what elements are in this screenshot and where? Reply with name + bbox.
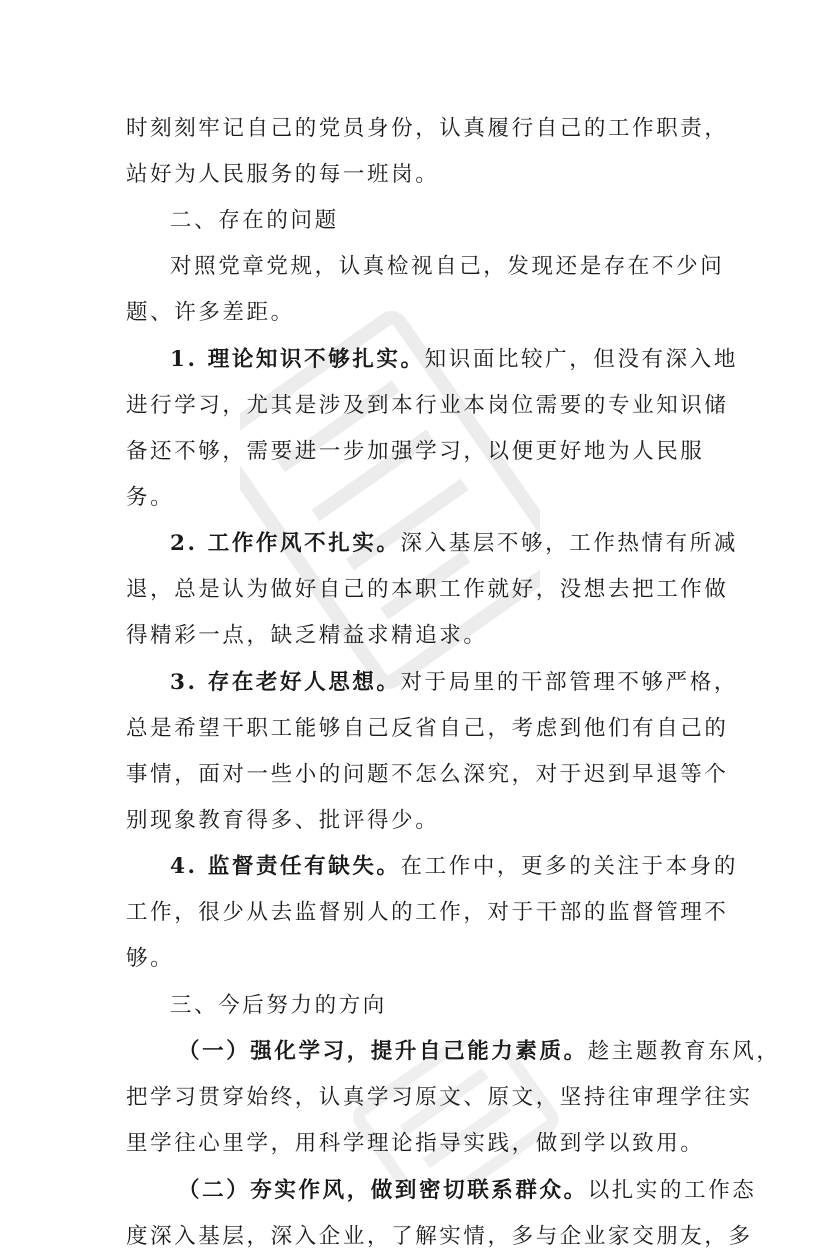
list-item-title: 4. 监督责任有缺失。 — [170, 854, 401, 879]
list-item-first-line — [170, 342, 738, 373]
paragraph-line: 得精彩一点，缺乏精益求精追求。 — [126, 623, 488, 648]
list-item-text: 对于局里的干部管理不够严格， — [400, 670, 738, 695]
paragraph-line: 对照党章党规，认真检视自己，发现还是存在不少问 — [170, 254, 725, 279]
paragraph-line: 站好为人民服务的每一班岗。 — [126, 162, 440, 187]
list-item-first-line — [170, 849, 738, 880]
paragraph-line: 里学往心里学，用科学理论指导实践，做到学以致用。 — [126, 1131, 705, 1156]
list-item-title: （一）强化学习，提升自己能力素质。 — [178, 1039, 588, 1064]
paragraph-line: 题、许多差距。 — [126, 300, 295, 325]
list-item-text: 以扎实的工作态 — [587, 1178, 757, 1203]
paragraph-line: 务。 — [126, 485, 175, 510]
section-heading: 二、存在的问题 — [170, 208, 339, 233]
list-item-first-line — [170, 526, 738, 557]
paragraph-line: 备还不够，需要进一步加强学习，以便更好地为人民服 — [126, 439, 705, 464]
list-item-title: （二）夯实作风，做到密切联系群众。 — [178, 1178, 588, 1203]
paragraph-line: 工作，很少从去监督别人的工作，对于干部的监督管理不 — [126, 900, 729, 925]
paragraph-line: 时刻刻牢记自己的党员身份，认真履行自己的工作职责， — [126, 116, 729, 141]
list-item-title: 3. 存在老好人思想。 — [170, 670, 401, 695]
paragraph-line: 别现象教育得多、批评得少。 — [126, 808, 440, 833]
list-item-title: 2. 工作作风不扎实。 — [170, 531, 401, 556]
list-item-text: 知识面比较广，但没有深入地 — [424, 347, 738, 372]
list-item-first-line — [178, 1173, 756, 1204]
paragraph-line: 度深入基层，深入企业，了解实情，多与企业家交朋友，多 — [126, 1224, 753, 1249]
paragraph-line: 事情，面对一些小的问题不怎么深究，对于迟到早退等个 — [126, 762, 729, 787]
paragraph-line: 总是希望干职工能够自己反省自己，考虑到他们有自己的 — [126, 716, 729, 741]
list-item-first-line — [178, 1034, 781, 1065]
list-item-text: 趁主题教育东风， — [587, 1039, 781, 1064]
paragraph-line: 够。 — [126, 946, 175, 971]
list-item-first-line — [170, 665, 738, 696]
list-item-text: 深入基层不够，工作热情有所减 — [400, 531, 738, 556]
paragraph-line: 退，总是认为做好自己的本职工作就好，没想去把工作做 — [126, 577, 729, 602]
paragraph-line: 把学习贯穿始终，认真学习原文、原文，坚持往审理学往实 — [126, 1085, 753, 1110]
list-item-title: 1. 理论知识不够扎实。 — [170, 347, 425, 372]
paragraph-line: 进行学习，尤其是涉及到本行业本岗位需要的专业知识储 — [126, 393, 729, 418]
list-item-text: 在工作中，更多的关注于本身的 — [400, 854, 738, 879]
section-heading: 三、今后努力的方向 — [170, 993, 387, 1018]
